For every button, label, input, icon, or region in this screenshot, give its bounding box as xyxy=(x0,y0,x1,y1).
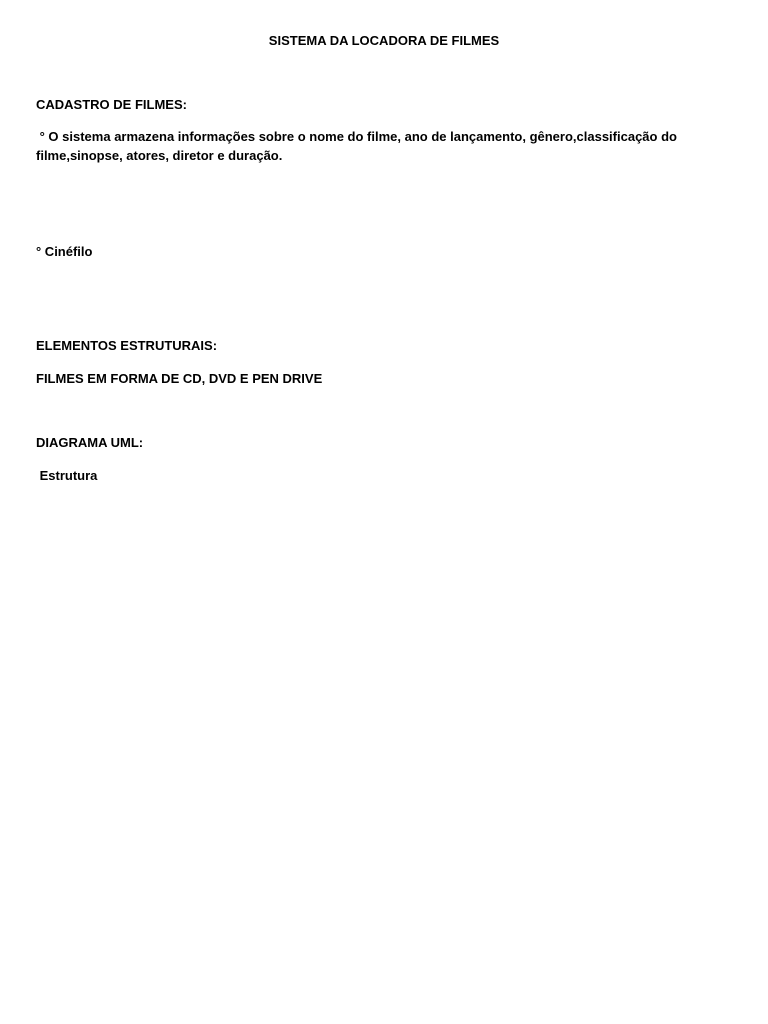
actor-item-cinefilo: ° Cinéfilo xyxy=(36,244,93,259)
elementos-text: FILMES EM FORMA DE CD, DVD E PEN DRIVE xyxy=(36,371,323,386)
cadastro-paragraph: ° O sistema armazena informações sobre o nome do filme, ano de lançamento, gênero,classificação do filme,sinopse, atores, diretor e duração. xyxy=(36,129,681,163)
uml-item-estrutura: Estrutura xyxy=(36,468,98,483)
section-heading-cadastro: CADASTRO DE FILMES: xyxy=(36,97,187,112)
page-title: SISTEMA DA LOCADORA DE FILMES xyxy=(268,33,500,48)
section-heading-elementos: ELEMENTOS ESTRUTURAIS: xyxy=(36,338,218,353)
section-heading-uml: DIAGRAMA UML: xyxy=(36,435,144,450)
